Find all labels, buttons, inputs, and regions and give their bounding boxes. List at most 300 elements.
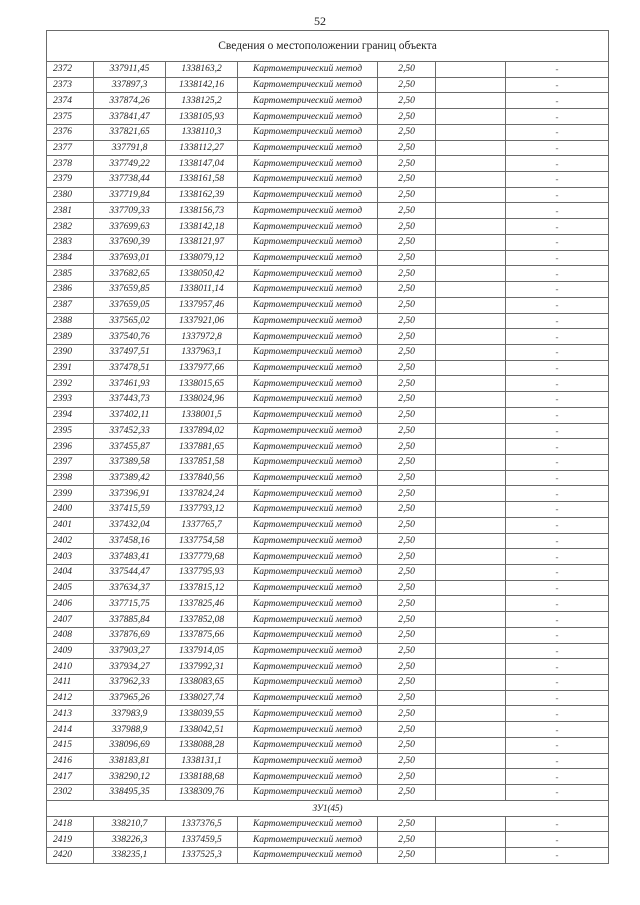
x-coordinate-cell: 338226,3 — [94, 832, 166, 848]
y-coordinate-cell: 1337852,08 — [166, 612, 238, 628]
y-coordinate-cell: 1338001,5 — [166, 407, 238, 423]
description-cell — [436, 502, 506, 518]
y-coordinate-cell: 1337875,66 — [166, 627, 238, 643]
point-number-cell: 2401 — [47, 517, 94, 533]
method-cell: Картометрический метод — [238, 77, 378, 93]
table-row — [47, 549, 609, 565]
note-cell: - — [506, 93, 609, 109]
description-cell — [436, 234, 506, 250]
description-cell — [436, 439, 506, 455]
table-row — [47, 423, 609, 439]
note-cell: - — [506, 140, 609, 156]
accuracy-cell: 2,50 — [378, 77, 436, 93]
description-cell — [436, 832, 506, 848]
note-cell: - — [506, 722, 609, 738]
y-coordinate-cell: 1337795,93 — [166, 565, 238, 581]
y-coordinate-cell: 1338027,74 — [166, 690, 238, 706]
description-cell — [436, 706, 506, 722]
y-coordinate-cell: 1337992,31 — [166, 659, 238, 675]
description-cell — [436, 785, 506, 801]
note-cell: - — [506, 407, 609, 423]
method-cell: Картометрический метод — [238, 140, 378, 156]
note-cell: - — [506, 344, 609, 360]
note-cell: - — [506, 596, 609, 612]
method-cell: Картометрический метод — [238, 737, 378, 753]
point-number-cell: 2411 — [47, 675, 94, 691]
point-number-cell: 2420 — [47, 847, 94, 863]
note-cell: - — [506, 643, 609, 659]
table-row — [47, 706, 609, 722]
accuracy-cell: 2,50 — [378, 549, 436, 565]
table-row — [47, 313, 609, 329]
y-coordinate-cell: 1337963,1 — [166, 344, 238, 360]
x-coordinate-cell: 338096,69 — [94, 737, 166, 753]
description-cell — [436, 596, 506, 612]
point-number-cell: 2399 — [47, 486, 94, 502]
note-cell: - — [506, 250, 609, 266]
table-row — [47, 282, 609, 298]
x-coordinate-cell: 337841,47 — [94, 109, 166, 125]
y-coordinate-cell: 1337525,3 — [166, 847, 238, 863]
accuracy-cell: 2,50 — [378, 675, 436, 691]
point-number-cell: 2396 — [47, 439, 94, 455]
method-cell: Картометрический метод — [238, 769, 378, 785]
method-cell: Картометрический метод — [238, 109, 378, 125]
x-coordinate-cell: 338183,81 — [94, 753, 166, 769]
y-coordinate-cell: 1337894,02 — [166, 423, 238, 439]
table-row — [47, 816, 609, 832]
y-coordinate-cell: 1338112,27 — [166, 140, 238, 156]
x-coordinate-cell: 337432,04 — [94, 517, 166, 533]
description-cell — [436, 580, 506, 596]
description-cell — [436, 156, 506, 172]
description-cell — [436, 690, 506, 706]
x-coordinate-cell: 337659,05 — [94, 297, 166, 313]
note-cell: - — [506, 234, 609, 250]
y-coordinate-cell: 1338039,55 — [166, 706, 238, 722]
method-cell: Картометрический метод — [238, 344, 378, 360]
note-cell: - — [506, 297, 609, 313]
x-coordinate-cell: 337885,84 — [94, 612, 166, 628]
method-cell: Картометрический метод — [238, 470, 378, 486]
description-cell — [436, 187, 506, 203]
y-coordinate-cell: 1337881,65 — [166, 439, 238, 455]
x-coordinate-cell: 337461,93 — [94, 376, 166, 392]
method-cell: Картометрический метод — [238, 517, 378, 533]
table-row — [47, 376, 609, 392]
note-cell: - — [506, 454, 609, 470]
description-cell — [436, 344, 506, 360]
table-row — [47, 392, 609, 408]
table-row — [47, 502, 609, 518]
description-cell — [436, 643, 506, 659]
method-cell: Картометрический метод — [238, 659, 378, 675]
y-coordinate-cell: 1337921,06 — [166, 313, 238, 329]
table-row — [47, 486, 609, 502]
table-row — [47, 533, 609, 549]
x-coordinate-cell: 337699,63 — [94, 219, 166, 235]
accuracy-cell: 2,50 — [378, 753, 436, 769]
table-row — [47, 454, 609, 470]
x-coordinate-cell: 337988,9 — [94, 722, 166, 738]
point-number-cell: 2398 — [47, 470, 94, 486]
point-number-cell: 2419 — [47, 832, 94, 848]
table-row — [47, 93, 609, 109]
x-coordinate-cell: 337540,76 — [94, 329, 166, 345]
point-number-cell: 2390 — [47, 344, 94, 360]
method-cell: Картометрический метод — [238, 282, 378, 298]
x-coordinate-cell: 337544,47 — [94, 565, 166, 581]
accuracy-cell: 2,50 — [378, 360, 436, 376]
x-coordinate-cell: 337565,02 — [94, 313, 166, 329]
point-number-cell: 2386 — [47, 282, 94, 298]
accuracy-cell: 2,50 — [378, 392, 436, 408]
description-cell — [436, 124, 506, 140]
method-cell: Картометрический метод — [238, 250, 378, 266]
note-cell: - — [506, 266, 609, 282]
description-cell — [436, 360, 506, 376]
method-cell: Картометрический метод — [238, 454, 378, 470]
table-row — [47, 109, 609, 125]
x-coordinate-cell: 337911,45 — [94, 62, 166, 78]
y-coordinate-cell: 1337914,05 — [166, 643, 238, 659]
point-number-cell: 2407 — [47, 612, 94, 628]
table-row — [47, 627, 609, 643]
note-cell: - — [506, 737, 609, 753]
method-cell: Картометрический метод — [238, 219, 378, 235]
point-number-cell: 2378 — [47, 156, 94, 172]
accuracy-cell: 2,50 — [378, 690, 436, 706]
table-row — [47, 832, 609, 848]
x-coordinate-cell: 337443,73 — [94, 392, 166, 408]
description-cell — [436, 769, 506, 785]
table-row — [47, 266, 609, 282]
method-cell: Картометрический метод — [238, 832, 378, 848]
note-cell: - — [506, 219, 609, 235]
method-cell: Картометрический метод — [238, 690, 378, 706]
point-number-cell: 2374 — [47, 93, 94, 109]
x-coordinate-cell: 337897,3 — [94, 77, 166, 93]
method-cell: Картометрический метод — [238, 785, 378, 801]
method-cell: Картометрический метод — [238, 266, 378, 282]
accuracy-cell: 2,50 — [378, 643, 436, 659]
point-number-cell: 2376 — [47, 124, 94, 140]
y-coordinate-cell: 1338131,1 — [166, 753, 238, 769]
note-cell: - — [506, 203, 609, 219]
point-number-cell: 2384 — [47, 250, 94, 266]
x-coordinate-cell: 337389,42 — [94, 470, 166, 486]
description-cell — [436, 140, 506, 156]
point-number-cell: 2379 — [47, 172, 94, 188]
point-number-cell: 2397 — [47, 454, 94, 470]
y-coordinate-cell: 1337765,7 — [166, 517, 238, 533]
x-coordinate-cell: 337478,51 — [94, 360, 166, 376]
y-coordinate-cell: 1338147,04 — [166, 156, 238, 172]
page-number: 52 — [314, 14, 326, 28]
note-cell: - — [506, 124, 609, 140]
accuracy-cell: 2,50 — [378, 266, 436, 282]
y-coordinate-cell: 1338162,39 — [166, 187, 238, 203]
accuracy-cell: 2,50 — [378, 832, 436, 848]
point-number-cell: 2380 — [47, 187, 94, 203]
x-coordinate-cell: 337876,69 — [94, 627, 166, 643]
accuracy-cell: 2,50 — [378, 627, 436, 643]
method-cell: Картометрический метод — [238, 847, 378, 863]
accuracy-cell: 2,50 — [378, 313, 436, 329]
method-cell: Картометрический метод — [238, 439, 378, 455]
description-cell — [436, 250, 506, 266]
table-row — [47, 565, 609, 581]
accuracy-cell: 2,50 — [378, 140, 436, 156]
point-number-cell: 2406 — [47, 596, 94, 612]
y-coordinate-cell: 1338142,16 — [166, 77, 238, 93]
method-cell: Картометрический метод — [238, 297, 378, 313]
note-cell: - — [506, 612, 609, 628]
x-coordinate-cell: 337962,33 — [94, 675, 166, 691]
table-row — [47, 219, 609, 235]
note-cell: - — [506, 360, 609, 376]
method-cell: Картометрический метод — [238, 124, 378, 140]
method-cell: Картометрический метод — [238, 234, 378, 250]
method-cell: Картометрический метод — [238, 565, 378, 581]
accuracy-cell: 2,50 — [378, 486, 436, 502]
description-cell — [436, 753, 506, 769]
x-coordinate-cell: 337659,85 — [94, 282, 166, 298]
x-coordinate-cell: 337749,22 — [94, 156, 166, 172]
y-coordinate-cell: 1338142,18 — [166, 219, 238, 235]
description-cell — [436, 612, 506, 628]
y-coordinate-cell: 1338309,76 — [166, 785, 238, 801]
point-number-cell: 2382 — [47, 219, 94, 235]
x-coordinate-cell: 337682,65 — [94, 266, 166, 282]
note-cell: - — [506, 172, 609, 188]
accuracy-cell: 2,50 — [378, 785, 436, 801]
accuracy-cell: 2,50 — [378, 580, 436, 596]
description-cell — [436, 219, 506, 235]
description-cell — [436, 172, 506, 188]
accuracy-cell: 2,50 — [378, 470, 436, 486]
description-cell — [436, 517, 506, 533]
y-coordinate-cell: 1337376,5 — [166, 816, 238, 832]
accuracy-cell: 2,50 — [378, 596, 436, 612]
y-coordinate-cell: 1337459,5 — [166, 832, 238, 848]
method-cell: Картометрический метод — [238, 62, 378, 78]
point-number-cell: 2388 — [47, 313, 94, 329]
point-number-cell: 2395 — [47, 423, 94, 439]
method-cell: Картометрический метод — [238, 580, 378, 596]
x-coordinate-cell: 337693,01 — [94, 250, 166, 266]
y-coordinate-cell: 1337851,58 — [166, 454, 238, 470]
description-cell — [436, 313, 506, 329]
point-number-cell: 2403 — [47, 549, 94, 565]
y-coordinate-cell: 1337779,68 — [166, 549, 238, 565]
table-row — [47, 140, 609, 156]
description-cell — [436, 659, 506, 675]
accuracy-cell: 2,50 — [378, 502, 436, 518]
y-coordinate-cell: 1338125,2 — [166, 93, 238, 109]
method-cell: Картометрический метод — [238, 360, 378, 376]
y-coordinate-cell: 1338163,2 — [166, 62, 238, 78]
table-row — [47, 360, 609, 376]
table-row — [47, 753, 609, 769]
note-cell: - — [506, 423, 609, 439]
y-coordinate-cell: 1338024,96 — [166, 392, 238, 408]
x-coordinate-cell: 338235,1 — [94, 847, 166, 863]
note-cell: - — [506, 282, 609, 298]
method-cell: Картометрический метод — [238, 533, 378, 549]
point-number-cell: 2373 — [47, 77, 94, 93]
y-coordinate-cell: 1338188,68 — [166, 769, 238, 785]
accuracy-cell: 2,50 — [378, 156, 436, 172]
method-cell: Картометрический метод — [238, 423, 378, 439]
table-row — [47, 785, 609, 801]
method-cell: Картометрический метод — [238, 187, 378, 203]
note-cell: - — [506, 580, 609, 596]
point-number-cell: 2409 — [47, 643, 94, 659]
method-cell: Картометрический метод — [238, 93, 378, 109]
note-cell: - — [506, 816, 609, 832]
method-cell: Картометрический метод — [238, 156, 378, 172]
method-cell: Картометрический метод — [238, 313, 378, 329]
note-cell: - — [506, 675, 609, 691]
accuracy-cell: 2,50 — [378, 219, 436, 235]
accuracy-cell: 2,50 — [378, 454, 436, 470]
x-coordinate-cell: 337965,26 — [94, 690, 166, 706]
x-coordinate-cell: 337455,87 — [94, 439, 166, 455]
description-cell — [436, 77, 506, 93]
method-cell: Картометрический метод — [238, 612, 378, 628]
point-number-cell: 2377 — [47, 140, 94, 156]
point-number-cell: 2417 — [47, 769, 94, 785]
accuracy-cell: 2,50 — [378, 250, 436, 266]
note-cell: - — [506, 109, 609, 125]
y-coordinate-cell: 1337793,12 — [166, 502, 238, 518]
point-number-cell: 2393 — [47, 392, 94, 408]
point-number-cell: 2404 — [47, 565, 94, 581]
x-coordinate-cell: 337903,27 — [94, 643, 166, 659]
x-coordinate-cell: 338495,35 — [94, 785, 166, 801]
note-cell: - — [506, 565, 609, 581]
point-number-cell: 2408 — [47, 627, 94, 643]
table-row — [47, 156, 609, 172]
x-coordinate-cell: 337634,37 — [94, 580, 166, 596]
note-cell: - — [506, 376, 609, 392]
description-cell — [436, 737, 506, 753]
description-cell — [436, 565, 506, 581]
y-coordinate-cell: 1338083,65 — [166, 675, 238, 691]
method-cell: Картометрический метод — [238, 486, 378, 502]
description-cell — [436, 297, 506, 313]
description-cell — [436, 93, 506, 109]
x-coordinate-cell: 337483,41 — [94, 549, 166, 565]
point-number-cell: 2415 — [47, 737, 94, 753]
description-cell — [436, 376, 506, 392]
y-coordinate-cell: 1338042,51 — [166, 722, 238, 738]
table-row — [47, 517, 609, 533]
description-cell — [436, 62, 506, 78]
table-row — [47, 470, 609, 486]
table-row — [47, 203, 609, 219]
method-cell: Картометрический метод — [238, 172, 378, 188]
note-cell: - — [506, 156, 609, 172]
table-title: Сведения о местоположении границ объекта — [47, 31, 609, 62]
note-cell: - — [506, 62, 609, 78]
x-coordinate-cell: 337821,65 — [94, 124, 166, 140]
accuracy-cell: 2,50 — [378, 407, 436, 423]
table-row — [47, 187, 609, 203]
table-row — [47, 612, 609, 628]
note-cell: - — [506, 187, 609, 203]
accuracy-cell: 2,50 — [378, 722, 436, 738]
accuracy-cell: 2,50 — [378, 187, 436, 203]
note-cell: - — [506, 533, 609, 549]
method-cell: Картометрический метод — [238, 329, 378, 345]
boundary-points-table — [46, 30, 609, 864]
accuracy-cell: 2,50 — [378, 533, 436, 549]
x-coordinate-cell: 337709,33 — [94, 203, 166, 219]
description-cell — [436, 266, 506, 282]
x-coordinate-cell: 337690,39 — [94, 234, 166, 250]
method-cell: Картометрический метод — [238, 722, 378, 738]
point-number-cell: 2381 — [47, 203, 94, 219]
table-row — [47, 675, 609, 691]
note-cell: - — [506, 769, 609, 785]
y-coordinate-cell: 1338011,14 — [166, 282, 238, 298]
description-cell — [436, 423, 506, 439]
table-row — [47, 439, 609, 455]
point-number-cell: 2416 — [47, 753, 94, 769]
table-row — [47, 234, 609, 250]
y-coordinate-cell: 1338121,97 — [166, 234, 238, 250]
point-number-cell: 2414 — [47, 722, 94, 738]
table-row — [47, 737, 609, 753]
method-cell: Картометрический метод — [238, 392, 378, 408]
x-coordinate-cell: 337791,8 — [94, 140, 166, 156]
y-coordinate-cell: 1337972,8 — [166, 329, 238, 345]
description-cell — [436, 847, 506, 863]
accuracy-cell: 2,50 — [378, 234, 436, 250]
note-cell: - — [506, 706, 609, 722]
y-coordinate-cell: 1337815,12 — [166, 580, 238, 596]
x-coordinate-cell: 337874,26 — [94, 93, 166, 109]
accuracy-cell: 2,50 — [378, 439, 436, 455]
y-coordinate-cell: 1337825,46 — [166, 596, 238, 612]
y-coordinate-cell: 1338015,65 — [166, 376, 238, 392]
method-cell: Картометрический метод — [238, 376, 378, 392]
table-row — [47, 329, 609, 345]
method-cell: Картометрический метод — [238, 675, 378, 691]
section-row — [47, 800, 609, 816]
note-cell: - — [506, 690, 609, 706]
accuracy-cell: 2,50 — [378, 124, 436, 140]
note-cell: - — [506, 785, 609, 801]
table-row — [47, 580, 609, 596]
description-cell — [436, 203, 506, 219]
note-cell: - — [506, 313, 609, 329]
x-coordinate-cell: 337402,11 — [94, 407, 166, 423]
point-number-cell: 2302 — [47, 785, 94, 801]
accuracy-cell: 2,50 — [378, 847, 436, 863]
note-cell: - — [506, 549, 609, 565]
note-cell: - — [506, 517, 609, 533]
accuracy-cell: 2,50 — [378, 329, 436, 345]
note-cell: - — [506, 486, 609, 502]
description-cell — [436, 470, 506, 486]
y-coordinate-cell: 1338079,12 — [166, 250, 238, 266]
note-cell: - — [506, 77, 609, 93]
section-label: ЗУ1(45) — [47, 800, 609, 816]
method-cell: Картометрический метод — [238, 502, 378, 518]
